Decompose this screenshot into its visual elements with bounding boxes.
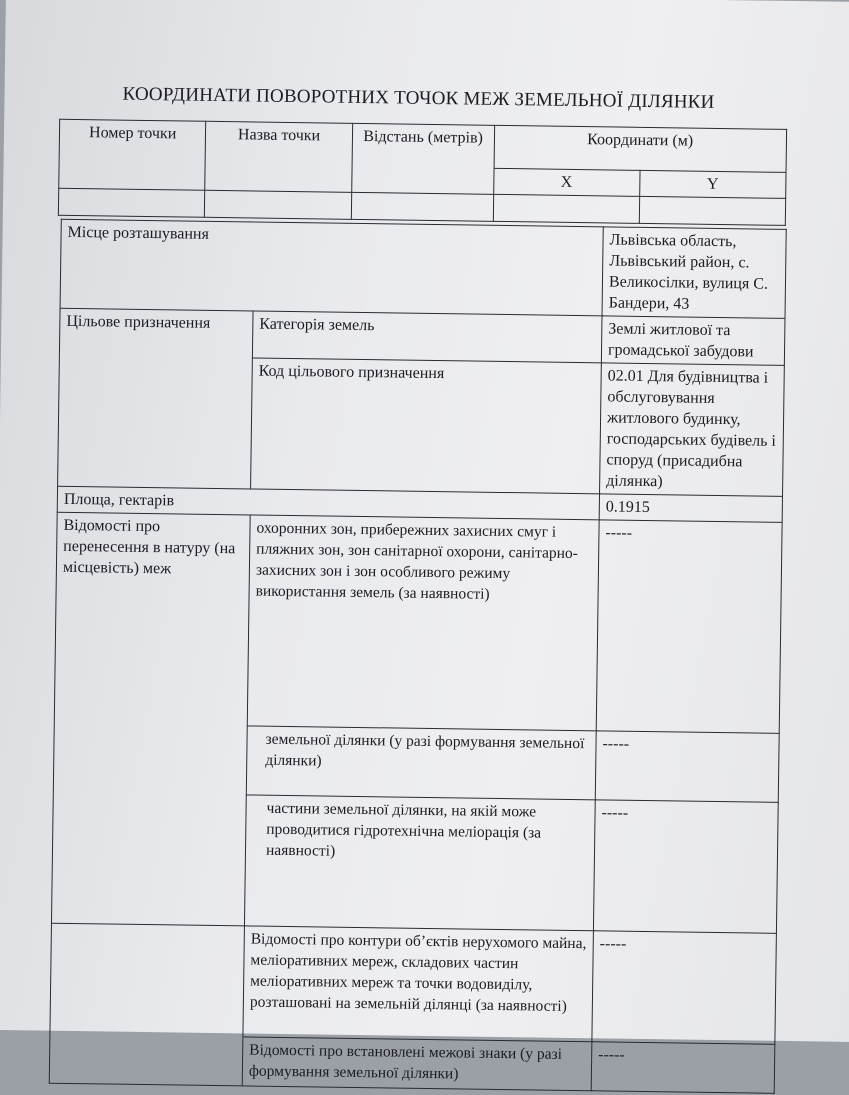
part-label: частини земельної ділянки, на якій може проводитися гідротехнічна меліорація (за наявності)	[244, 795, 595, 931]
transfer-label: Відомості про перенесення в натуру (на місцевість) меж	[51, 512, 250, 926]
header-y: Y	[639, 170, 786, 198]
empty-cell	[205, 190, 352, 219]
header-x: X	[493, 168, 640, 196]
markers-label: Відомості про встановлені межові знаки (у разі формування земельної ділянки)	[242, 1037, 592, 1091]
zones-value: -----	[596, 520, 782, 734]
plot-value: -----	[595, 731, 779, 803]
spacer-cell	[49, 1034, 243, 1086]
header-distance: Відстань (метрів)	[351, 123, 494, 194]
page-title: КООРДИНАТИ ПОВОРОТНИХ ТОЧОК МЕЖ ЗЕМЕЛЬНОЇ ДІЛЯНКИ	[122, 83, 715, 113]
area-label: Площа, гектарів	[57, 486, 599, 520]
coordinates-table	[58, 119, 787, 226]
empty-cell	[58, 188, 205, 217]
zones-label: охоронних зон, прибережних захисних смуг і пляжних зон, зон санітарної охорони, санітарно-захисних зон і зон особливого режиму використання земель (за наявності)	[247, 515, 599, 731]
land-category-value: Землі житлової та громадської забудови	[601, 316, 785, 366]
header-coordinates: Координати (м)	[494, 125, 787, 172]
land-info-table	[49, 219, 787, 1094]
empty-cell	[351, 192, 493, 221]
plot-label: земельної ділянки (у разі формування земельної ділянки)	[246, 726, 596, 800]
location-label: Місце розташування	[60, 219, 603, 316]
area-value: 0.1915	[599, 494, 782, 523]
purpose-code-value: 02.01 Для будівництва і обслуговування житлового будинку, господарських будівель і споруд (присадибна ділянка)	[600, 363, 785, 497]
land-category-label: Категорія земель	[252, 311, 602, 363]
spacer-cell	[50, 923, 245, 1037]
empty-cell	[639, 196, 786, 225]
empty-cell	[493, 194, 640, 223]
contours-value: -----	[592, 931, 777, 1045]
contours-label: Відомості про контури об’єктів нерухомого майна, меліоративних мереж, складових частин меліоративних мереж та точки водовиділу, розташовані на земельній ділянці (за наявності)	[243, 926, 594, 1042]
location-value: Львівська область, Львівський район, с. Великосілки, вулиця С. Бандери, 43	[602, 227, 786, 319]
purpose-label: Цільове призначення	[58, 308, 253, 489]
part-value: -----	[593, 800, 778, 934]
markers-value: -----	[591, 1042, 775, 1094]
header-point-number: Номер точки	[59, 119, 206, 190]
header-point-name: Назва точки	[205, 121, 352, 192]
purpose-code-label: Код цільового призначення	[251, 358, 602, 494]
